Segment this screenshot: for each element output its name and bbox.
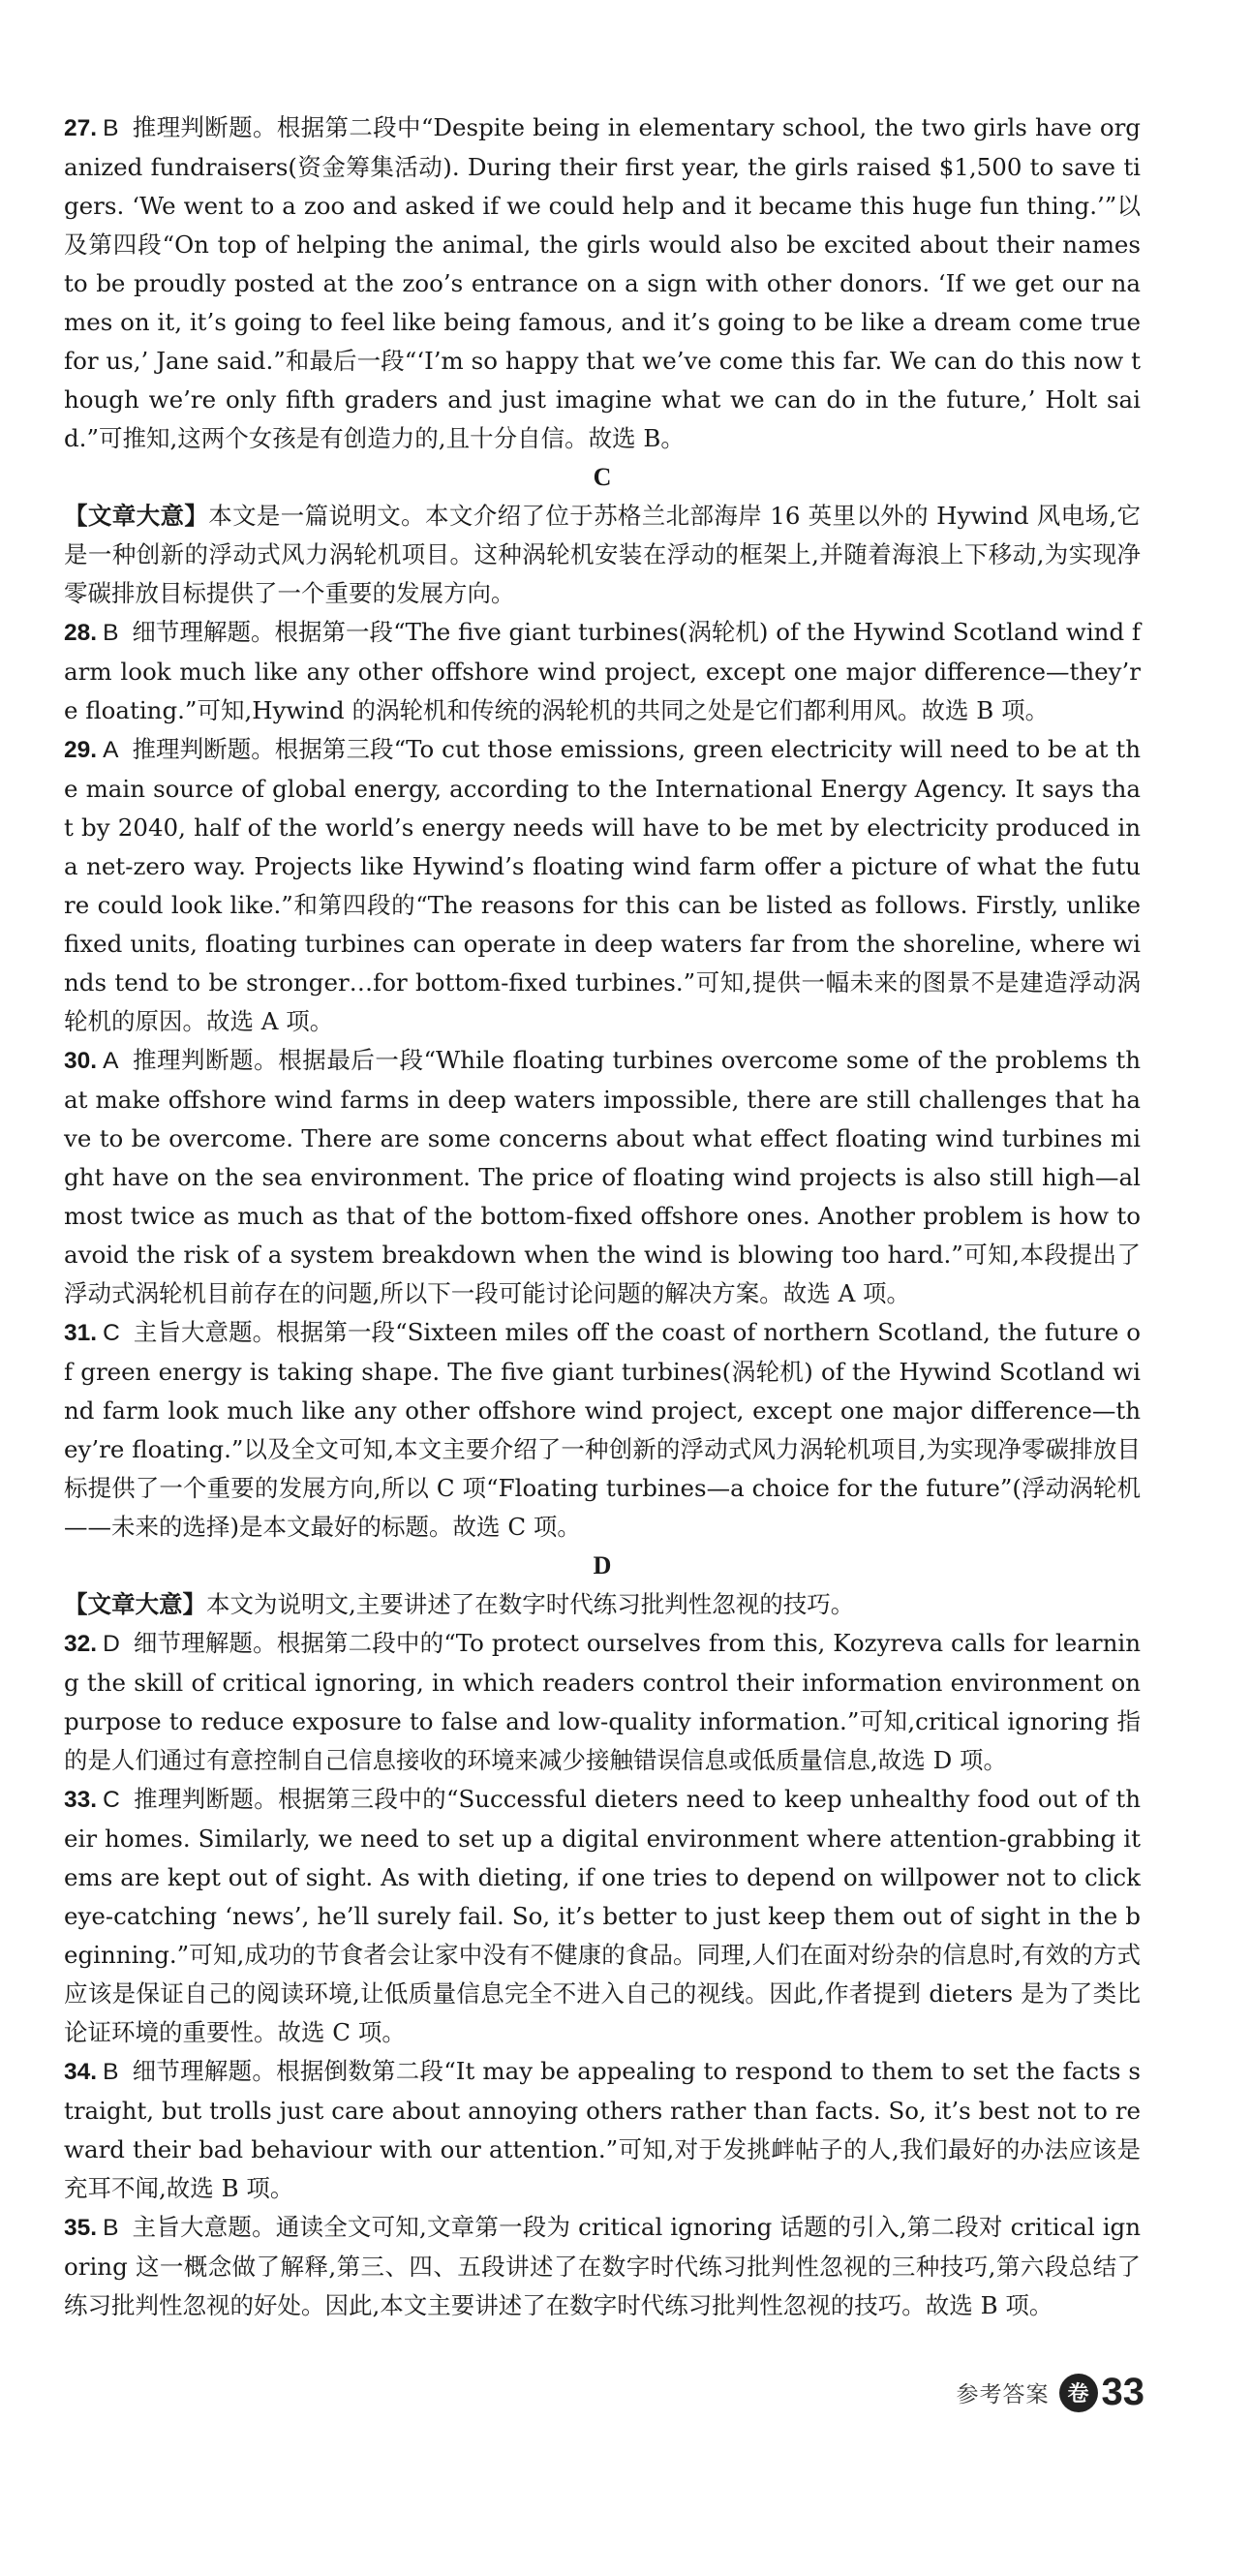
answer-letter: A <box>103 1048 119 1074</box>
answer-letter: C <box>103 1787 120 1813</box>
explanation-text: 细节理解题。根据第一段“The five giant turbines(涡轮机) of the Hywind Scotland wind farm look much like any other offshore wind project, except one major difference—they’re floating.”可知,Hywind 的涡轮机和传统的涡轮机的共同之处是它们都利用风。故选 B 项。 <box>64 618 1141 724</box>
answer-letter: B <box>103 2215 119 2241</box>
explanation-text: 细节理解题。根据第二段中的“To protect ourselves from this, Kozyreva calls for learning the skill of critical ignoring, in which readers control their information environment on purpose to reduce exposure to false and low-quality information.”可知,critical ignoring 指的是人们通过有意控制自己信息接收的环境来减少接触错误信息或低质量信息,故选 D 项。 <box>64 1629 1141 1774</box>
summary-text: 本文为说明文,主要讲述了在数字时代练习批判性忽视的技巧。 <box>206 1590 855 1618</box>
answer-item-32 <box>64 1624 1141 1780</box>
answer-explanations <box>64 108 1141 2325</box>
question-number: 28. <box>64 620 98 646</box>
explanation-text: 推理判断题。根据第三段中的“Successful dieters need to keep unhealthy food out of their homes. Similarly, we need to set up a digital environment where attention-grabbing items are kept out of sight. As with dieting, if one tries to depend on willpower not to click eye-catching ‘news’, he’ll surely fail. So, it’s better to just keep them out of sight in the beginning.”可知,成功的节食者会让家中没有不健康的食品。同理,人们在面对纷杂的信息时,有效的方式应该是保证自己的阅读环境,让低质量信息完全不进入自己的视线。因此,作者提到 dieters 是为了类比论证环境的重要性。故选 C 项。 <box>64 1785 1141 2046</box>
answer-item-33 <box>64 1780 1141 2052</box>
answer-letter: B <box>103 2059 119 2085</box>
answer-letter: A <box>103 737 119 763</box>
answer-letter: D <box>103 1631 120 1657</box>
answer-item-30 <box>64 1041 1141 1313</box>
explanation-text: 推理判断题。根据第三段“To cut those emissions, green electricity will need to be at the main source of global energy, according to the International Energy Agency. It says that by 2040, half of the world’s energy needs will have to be met by electricity produced in a net-zero way. Projects like Hywind’s floating wind farm offer a picture of what the future could look like.”和第四段的“The reasons for this can be listed as follows. Firstly, unlike fixed units, floating turbines can operate in deep waters far from the shoreline, where winds tend to be stronger…for bottom-fixed turbines.”可知,提供一幅未来的图景不是建造浮动涡轮机的原因。故选 A 项。 <box>64 735 1141 1035</box>
explanation-text: 主旨大意题。通读全文可知,文章第一段为 critical ignoring 话题的引入,第二段对 critical ignoring 这一概念做了解释,第三、四、五段讲述了在数字时代练习批判性忽视的三种技巧,第六段总结了练习批判性忽视的好处。因此,本文主要讲述了在数字时代练习批判性忽视的技巧。故选 B 项。 <box>64 2213 1141 2319</box>
answer-item-35 <box>64 2208 1141 2325</box>
article-summary-d <box>64 1585 1141 1624</box>
page-footer <box>957 2371 1145 2414</box>
question-number: 29. <box>64 737 98 763</box>
article-summary-c <box>64 497 1141 613</box>
question-number: 35. <box>64 2215 98 2241</box>
summary-text: 本文是一篇说明文。本文介绍了位于苏格兰北部海岸 16 英里以外的 Hywind 风电场,它是一种创新的浮动式风力涡轮机项目。这种涡轮机安装在浮动的框架上,并随着海浪上下移动,为实现净零碳排放目标提供了一个重要的发展方向。 <box>64 502 1141 607</box>
explanation-text: 主旨大意题。根据第一段“Sixteen miles off the coast of northern Scotland, the future of green energy is taking shape. The five giant turbines(涡轮机) of the Hywind Scotland wind farm look much like any other offshore wind project, except one major difference—they’re floating.”以及全文可知,本文主要介绍了一种创新的浮动式风力涡轮机项目,为实现净零碳排放目标提供了一个重要的发展方向,所以 C 项“Floating turbines—a choice for the future”(浮动涡轮机——未来的选择)是本文最好的标题。故选 C 项。 <box>64 1318 1141 1541</box>
summary-tag: 【文章大意】 <box>64 502 209 530</box>
question-number: 34. <box>64 2059 98 2085</box>
answer-item-27 <box>64 108 1141 458</box>
question-number: 30. <box>64 1048 98 1074</box>
footer-label: 参考答案 <box>956 2382 1050 2407</box>
question-number: 32. <box>64 1631 98 1657</box>
question-number: 31. <box>64 1320 98 1346</box>
answer-item-34 <box>64 2052 1141 2208</box>
answer-item-28 <box>64 613 1141 730</box>
volume-badge-icon: 卷 <box>1059 2374 1098 2412</box>
section-heading-c: C <box>593 463 612 491</box>
explanation-text: 细节理解题。根据倒数第二段“It may be appealing to respond to them to set the facts straight, but trolls just care about annoying others rather than facts. So, it’s best not to reward their bad behaviour with our attention.”可知,对于发挑衅帖子的人,我们最好的办法应该是充耳不闻,故选 B 项。 <box>64 2057 1141 2202</box>
question-number: 33. <box>64 1787 98 1813</box>
page-number: 33 <box>1101 2371 1144 2413</box>
answer-item-29 <box>64 730 1141 1041</box>
explanation-text: 推理判断题。根据最后一段“While floating turbines overcome some of the problems that make offshore wind farms in deep waters impossible, there are still challenges that have to be overcome. There are some concerns about what effect floating wind turbines might have on the sea environment. The price of floating wind projects is also still high—almost twice as much as that of the bottom-fixed offshore ones. Another problem is how to avoid the risk of a system breakdown when the wind is blowing too hard.”可知,本段提出了浮动式涡轮机目前存在的问题,所以下一段可能讨论问题的解决方案。故选 A 项。 <box>64 1046 1141 1307</box>
answer-letter: B <box>103 620 119 646</box>
answer-item-31 <box>64 1313 1141 1547</box>
answer-letter: B <box>103 115 119 141</box>
question-number: 27. <box>64 115 98 141</box>
section-heading-d: D <box>593 1551 612 1579</box>
explanation-text: 推理判断题。根据第二段中“Despite being in elementary school, the two girls have organized fundraisers(资金筹集活动). During their first year, the girls raised $1,500 to save tigers. ‘We went to a zoo and asked if we could help and it became this huge fun thing.’”以及第四段“On top of helping the animal, the girls would also be excited about their names to be proudly posted at the zoo’s entrance on a sign with other donors. ‘If we get our names on it, it’s going to feel like being famous, and it’s going to be like a dream come true for us,’ Jane said.”和最后一段“‘I’m so happy that we’ve come this far. We can do this now though we’re only fifth graders and just imagine what we can do in the future,’ Holt said.”可推知,这两个女孩是有创造力的,且十分自信。故选 B。 <box>64 113 1141 452</box>
answer-letter: C <box>103 1320 120 1346</box>
summary-tag: 【文章大意】 <box>64 1590 206 1618</box>
